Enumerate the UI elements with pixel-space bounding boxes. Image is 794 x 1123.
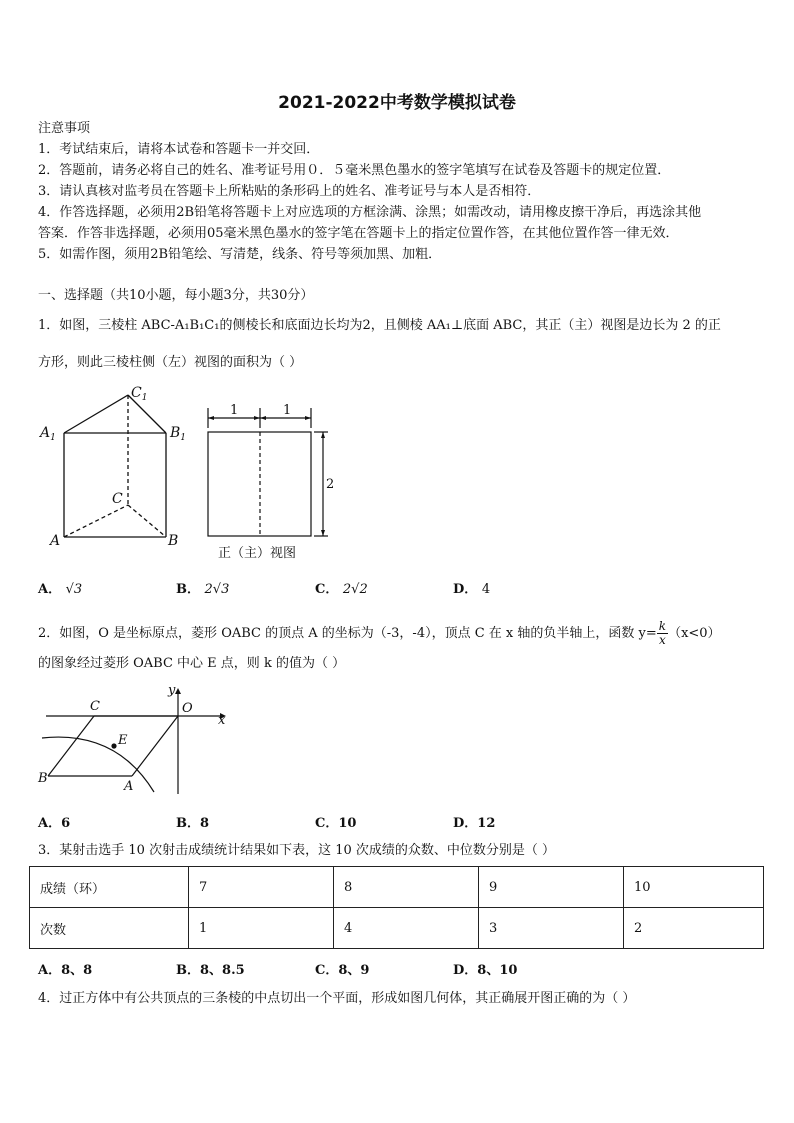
dim-height: 2 xyxy=(326,477,335,492)
dim-left: 1 xyxy=(230,403,239,418)
rhombus-figure xyxy=(36,680,236,800)
q1-option-b[interactable]: B． 2√3 xyxy=(176,582,230,597)
q2-option-c[interactable]: C．10 xyxy=(315,816,357,831)
front-view-figure xyxy=(200,398,340,566)
exam-title: 2021-2022中考数学模拟试卷 xyxy=(278,93,516,113)
q1-option-a[interactable]: A． √3 xyxy=(38,582,83,597)
label-x: x xyxy=(218,713,226,728)
table-cell: 2 xyxy=(624,908,764,949)
label-a: A xyxy=(50,533,61,549)
question-3-text: 3．某射击选手 10 次射击成绩统计结果如下表，这 10 次成绩的众数、中位数分别是（ ） xyxy=(38,843,556,858)
table-cell: 3 xyxy=(479,908,624,949)
q2-option-a[interactable]: A．6 xyxy=(38,816,71,831)
dim-right: 1 xyxy=(283,403,292,418)
label-c: C xyxy=(112,491,123,507)
label-a: A xyxy=(124,779,134,794)
table-cell: 7 xyxy=(189,867,334,908)
question-4-text: 4．过正方体中有公共顶点的三条棱的中点切出一个平面，形成如图几何体，其正确展开图正确的为（ ） xyxy=(38,991,636,1006)
table-cell: 8 xyxy=(334,867,479,908)
label-c1: $C_1$ xyxy=(131,385,148,403)
notice-item: 4．作答选择题，必须用2B铅笔将答题卡上对应选项的方框涂满、涂黑；如需改动，请用橡皮擦干净后，再选涂其他 xyxy=(38,205,702,220)
notice-item: 2．答题前，请务必将自己的姓名、准考证号用０．５毫米黑色墨水的签字笔填写在试卷及答题卡的规定位置． xyxy=(38,163,671,178)
table-cell: 4 xyxy=(334,908,479,949)
q2-option-b[interactable]: B．8 xyxy=(176,816,210,831)
q2-option-d[interactable]: D．12 xyxy=(453,816,496,831)
label-b1: $B_1$ xyxy=(170,425,186,443)
table-row xyxy=(30,867,764,908)
question-1-text-cont: 方形，则此三棱柱侧（左）视图的面积为（ ） xyxy=(38,355,303,370)
label-a1: $A_1$ xyxy=(40,425,56,443)
score-table xyxy=(29,866,764,949)
fraction-k-over-x: $\frac{k}{x}$ xyxy=(658,619,667,647)
notice-item: 答案．作答非选择题，必须用05毫米黑色墨水的签字笔在答题卡上的指定位置作答，在其他位置作答一律无效． xyxy=(38,226,679,241)
question-2-text-cont: 的图象经过菱形 OABC 中心 E 点，则 k 的值为（ ） xyxy=(38,656,346,671)
table-cell: 9 xyxy=(479,867,624,908)
q3-option-d[interactable]: D．8、10 xyxy=(453,963,518,978)
q1-option-d[interactable]: D． 4 xyxy=(453,582,491,597)
notice-heading: 注意事项 xyxy=(38,121,91,136)
label-b: B xyxy=(168,533,179,549)
q3-option-c[interactable]: C．8、9 xyxy=(315,963,370,978)
question-2-text: 2．如图，O 是坐标原点，菱形 OABC 的顶点 A 的坐标为（-3，-4），顶点 C 在 x 轴的负半轴上，函数 y= $\frac{k}{x}$ （x<0） xyxy=(38,619,721,647)
table-cell: 10 xyxy=(624,867,764,908)
prism-figure xyxy=(36,385,186,555)
table-cell: 次数 xyxy=(30,908,189,949)
label-o: O xyxy=(182,701,193,716)
question-1-text: 1．如图，三棱柱 ABC-A₁B₁C₁的侧棱长和底面边长均为2，且侧棱 AA₁⊥底面 ABC，其正（主）视图是边长为 2 的正 xyxy=(38,318,721,333)
notice-item: 1．考试结束后，请将本试卷和答题卡一并交回． xyxy=(38,142,320,157)
q1-option-c[interactable]: C． 2√2 xyxy=(315,582,368,597)
label-c: C xyxy=(90,699,100,714)
notice-item: 3．请认真核对监考员在答题卡上所粘贴的条形码上的姓名、准考证号与本人是否相符． xyxy=(38,184,541,199)
table-cell: 成绩（环） xyxy=(30,867,189,908)
table-row xyxy=(30,908,764,949)
notice-item: 5．如需作图，须用2B铅笔绘、写清楚，线条、符号等须加黑、加粗． xyxy=(38,247,442,262)
label-e: E xyxy=(118,733,128,748)
section-heading: 一、选择题（共10小题，每小题3分，共30分） xyxy=(38,288,314,303)
label-y: y xyxy=(168,683,176,698)
label-b: B xyxy=(38,771,48,786)
table-cell: 1 xyxy=(189,908,334,949)
front-view-caption: 正（主）视图 xyxy=(218,546,297,561)
q3-option-b[interactable]: B．8、8.5 xyxy=(176,963,245,978)
q3-option-a[interactable]: A．8、8 xyxy=(38,963,93,978)
